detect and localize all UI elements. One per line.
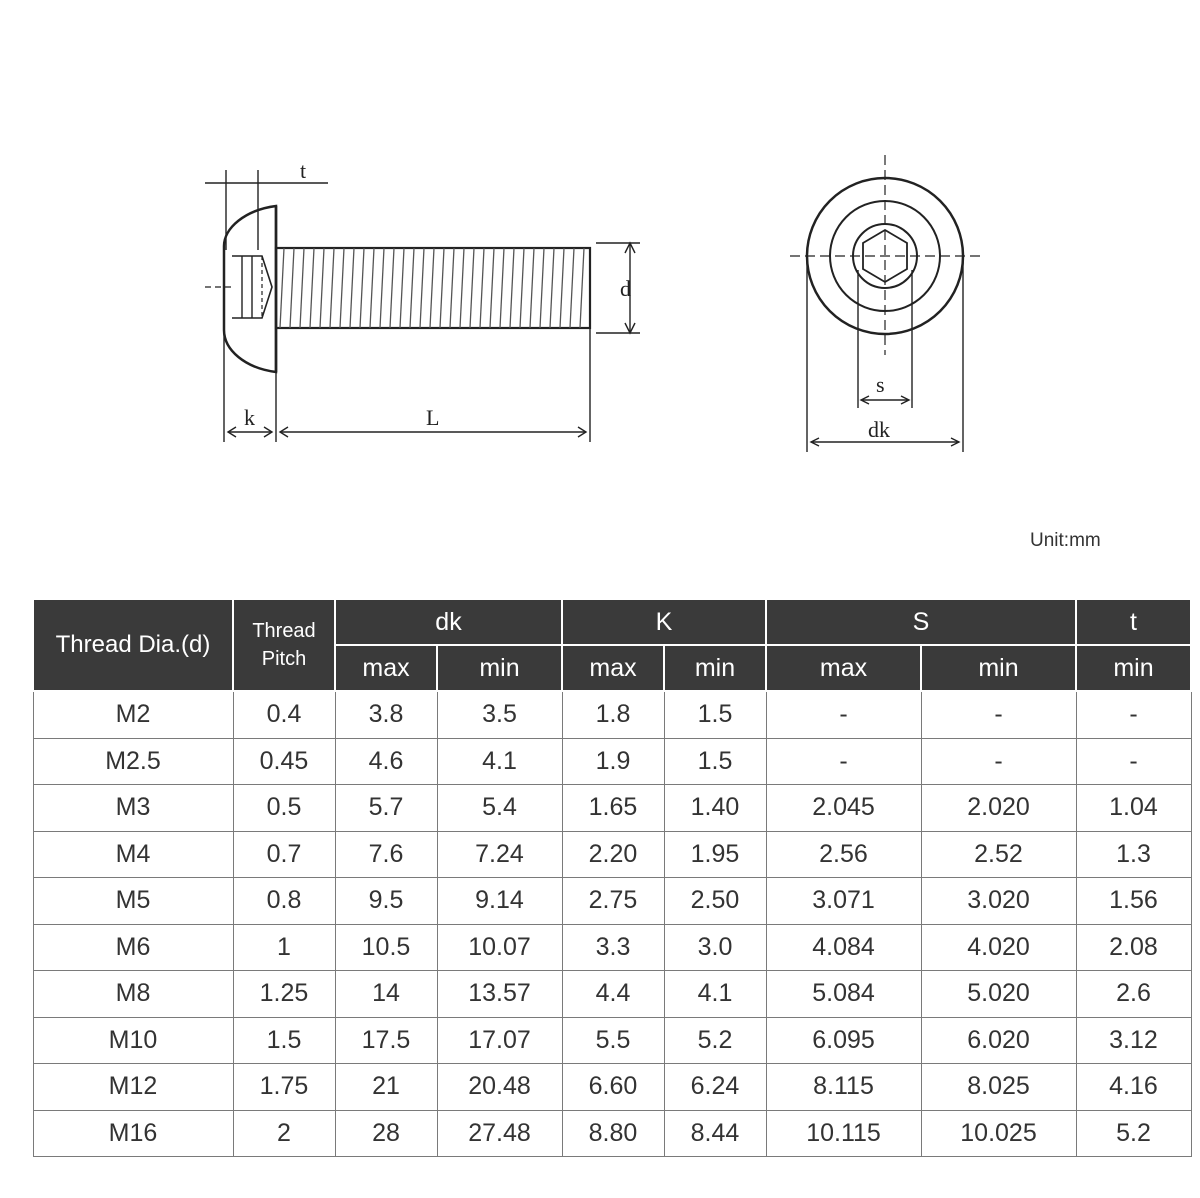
table-row bbox=[33, 738, 1191, 785]
table-body bbox=[33, 691, 1191, 1157]
table-cell: 1.40 bbox=[664, 785, 766, 832]
table-cell: - bbox=[1076, 738, 1191, 785]
spec-table bbox=[32, 598, 1192, 1157]
table-cell: 1.3 bbox=[1076, 831, 1191, 878]
dimension-lines bbox=[205, 170, 640, 442]
table-cell: 1.56 bbox=[1076, 878, 1191, 925]
table-cell: 2.6 bbox=[1076, 971, 1191, 1018]
table-cell: 1.75 bbox=[233, 1064, 335, 1111]
table-cell: 17.07 bbox=[437, 1017, 562, 1064]
table-cell: - bbox=[921, 738, 1076, 785]
header-sub: min bbox=[1076, 645, 1191, 691]
thread-lines bbox=[280, 248, 584, 328]
table-cell: 8.115 bbox=[766, 1064, 921, 1111]
table-cell: 10.07 bbox=[437, 924, 562, 971]
table-cell: 10.115 bbox=[766, 1110, 921, 1157]
table-cell: 2.50 bbox=[664, 878, 766, 925]
table-cell: 0.7 bbox=[233, 831, 335, 878]
label-s: s bbox=[876, 372, 885, 397]
table-cell: 6.095 bbox=[766, 1017, 921, 1064]
table-cell: M8 bbox=[33, 971, 233, 1018]
table-row bbox=[33, 1017, 1191, 1064]
table-cell: 5.4 bbox=[437, 785, 562, 832]
table-cell: 7.6 bbox=[335, 831, 437, 878]
table-cell: 4.4 bbox=[562, 971, 664, 1018]
table-cell: 14 bbox=[335, 971, 437, 1018]
table-cell: 3.3 bbox=[562, 924, 664, 971]
table-cell: 17.5 bbox=[335, 1017, 437, 1064]
table-cell: 2.20 bbox=[562, 831, 664, 878]
table-cell: 2.52 bbox=[921, 831, 1076, 878]
table-row bbox=[33, 971, 1191, 1018]
table-cell: 4.020 bbox=[921, 924, 1076, 971]
table-cell: 8.80 bbox=[562, 1110, 664, 1157]
table-cell: 5.7 bbox=[335, 785, 437, 832]
table-cell: 3.8 bbox=[335, 691, 437, 738]
table-cell: 6.60 bbox=[562, 1064, 664, 1111]
table-row bbox=[33, 878, 1191, 925]
table-cell: - bbox=[766, 738, 921, 785]
header-sub: min bbox=[664, 645, 766, 691]
table-cell: 4.6 bbox=[335, 738, 437, 785]
header-dk: dk bbox=[335, 599, 562, 645]
table-cell: 3.071 bbox=[766, 878, 921, 925]
table-cell: 1.95 bbox=[664, 831, 766, 878]
table-cell: 21 bbox=[335, 1064, 437, 1111]
header-K: K bbox=[562, 599, 766, 645]
table-cell: 5.020 bbox=[921, 971, 1076, 1018]
header-thread-dia: Thread Dia.(d) bbox=[33, 599, 233, 691]
table-row bbox=[33, 1110, 1191, 1157]
table-header bbox=[33, 599, 1191, 691]
table-cell: 4.1 bbox=[437, 738, 562, 785]
table-cell: M2 bbox=[33, 691, 233, 738]
label-L: L bbox=[426, 405, 440, 430]
header-thread-pitch bbox=[233, 599, 335, 691]
table-cell: 9.14 bbox=[437, 878, 562, 925]
table-cell: M4 bbox=[33, 831, 233, 878]
table-cell: 2.08 bbox=[1076, 924, 1191, 971]
table-cell: 5.2 bbox=[664, 1017, 766, 1064]
table-cell: 10.025 bbox=[921, 1110, 1076, 1157]
table-cell: 1.9 bbox=[562, 738, 664, 785]
table-cell: 6.020 bbox=[921, 1017, 1076, 1064]
header-sub: min bbox=[921, 645, 1076, 691]
header-thread-pitch-line1: Thread bbox=[252, 620, 316, 642]
header-sub: min bbox=[437, 645, 562, 691]
table-cell: 5.084 bbox=[766, 971, 921, 1018]
table-cell: 2.56 bbox=[766, 831, 921, 878]
table-cell: 28 bbox=[335, 1110, 437, 1157]
table-cell: 6.24 bbox=[664, 1064, 766, 1111]
table-cell: 1.5 bbox=[664, 691, 766, 738]
header-sub: max bbox=[335, 645, 437, 691]
table-cell: 10.5 bbox=[335, 924, 437, 971]
table-cell: 1.25 bbox=[233, 971, 335, 1018]
table-cell: M10 bbox=[33, 1017, 233, 1064]
unit-label: Unit:mm bbox=[1030, 530, 1101, 551]
label-d: d bbox=[620, 276, 631, 301]
header-sub: max bbox=[766, 645, 921, 691]
table-row bbox=[33, 785, 1191, 832]
table-cell: 1.5 bbox=[233, 1017, 335, 1064]
header-thread-pitch-line2: Pitch bbox=[261, 648, 307, 670]
table-cell: 1 bbox=[233, 924, 335, 971]
table-cell: - bbox=[921, 691, 1076, 738]
table-cell: 4.1 bbox=[664, 971, 766, 1018]
table-cell: 2.75 bbox=[562, 878, 664, 925]
label-t: t bbox=[300, 158, 307, 183]
table-cell: 4.16 bbox=[1076, 1064, 1191, 1111]
table-cell: 1.04 bbox=[1076, 785, 1191, 832]
table-cell: 8.025 bbox=[921, 1064, 1076, 1111]
table-cell: 1.5 bbox=[664, 738, 766, 785]
table-cell: M2.5 bbox=[33, 738, 233, 785]
top-view bbox=[790, 155, 985, 452]
table-cell: 4.084 bbox=[766, 924, 921, 971]
table-cell: 5.2 bbox=[1076, 1110, 1191, 1157]
table-cell: 7.24 bbox=[437, 831, 562, 878]
label-k: k bbox=[244, 405, 255, 430]
table-cell: 3.12 bbox=[1076, 1017, 1191, 1064]
button-head bbox=[224, 206, 276, 372]
table-cell: - bbox=[766, 691, 921, 738]
table-row bbox=[33, 831, 1191, 878]
table-cell: 9.5 bbox=[335, 878, 437, 925]
header-S: S bbox=[766, 599, 1076, 645]
table-cell: 20.48 bbox=[437, 1064, 562, 1111]
header-t: t bbox=[1076, 599, 1191, 645]
table-row bbox=[33, 924, 1191, 971]
table-cell: 1.65 bbox=[562, 785, 664, 832]
screw-technical-drawing bbox=[0, 0, 1200, 520]
table-row bbox=[33, 691, 1191, 738]
table-cell: 0.45 bbox=[233, 738, 335, 785]
table-cell: M3 bbox=[33, 785, 233, 832]
table-cell: 3.5 bbox=[437, 691, 562, 738]
table-cell: 13.57 bbox=[437, 971, 562, 1018]
header-sub: max bbox=[562, 645, 664, 691]
table-cell: 0.5 bbox=[233, 785, 335, 832]
table-cell: M16 bbox=[33, 1110, 233, 1157]
table-cell: - bbox=[1076, 691, 1191, 738]
table-cell: 8.44 bbox=[664, 1110, 766, 1157]
side-view bbox=[205, 158, 640, 442]
label-dk: dk bbox=[868, 417, 890, 442]
table-cell: 5.5 bbox=[562, 1017, 664, 1064]
table-cell: 0.4 bbox=[233, 691, 335, 738]
table-cell: 2.020 bbox=[921, 785, 1076, 832]
table-cell: 27.48 bbox=[437, 1110, 562, 1157]
table-cell: 2.045 bbox=[766, 785, 921, 832]
table-cell: 3.0 bbox=[664, 924, 766, 971]
table-cell: M5 bbox=[33, 878, 233, 925]
table-cell: M6 bbox=[33, 924, 233, 971]
table-cell: 3.020 bbox=[921, 878, 1076, 925]
table-cell: 2 bbox=[233, 1110, 335, 1157]
table-cell: M12 bbox=[33, 1064, 233, 1111]
table-row bbox=[33, 1064, 1191, 1111]
table-cell: 0.8 bbox=[233, 878, 335, 925]
table-cell: 1.8 bbox=[562, 691, 664, 738]
